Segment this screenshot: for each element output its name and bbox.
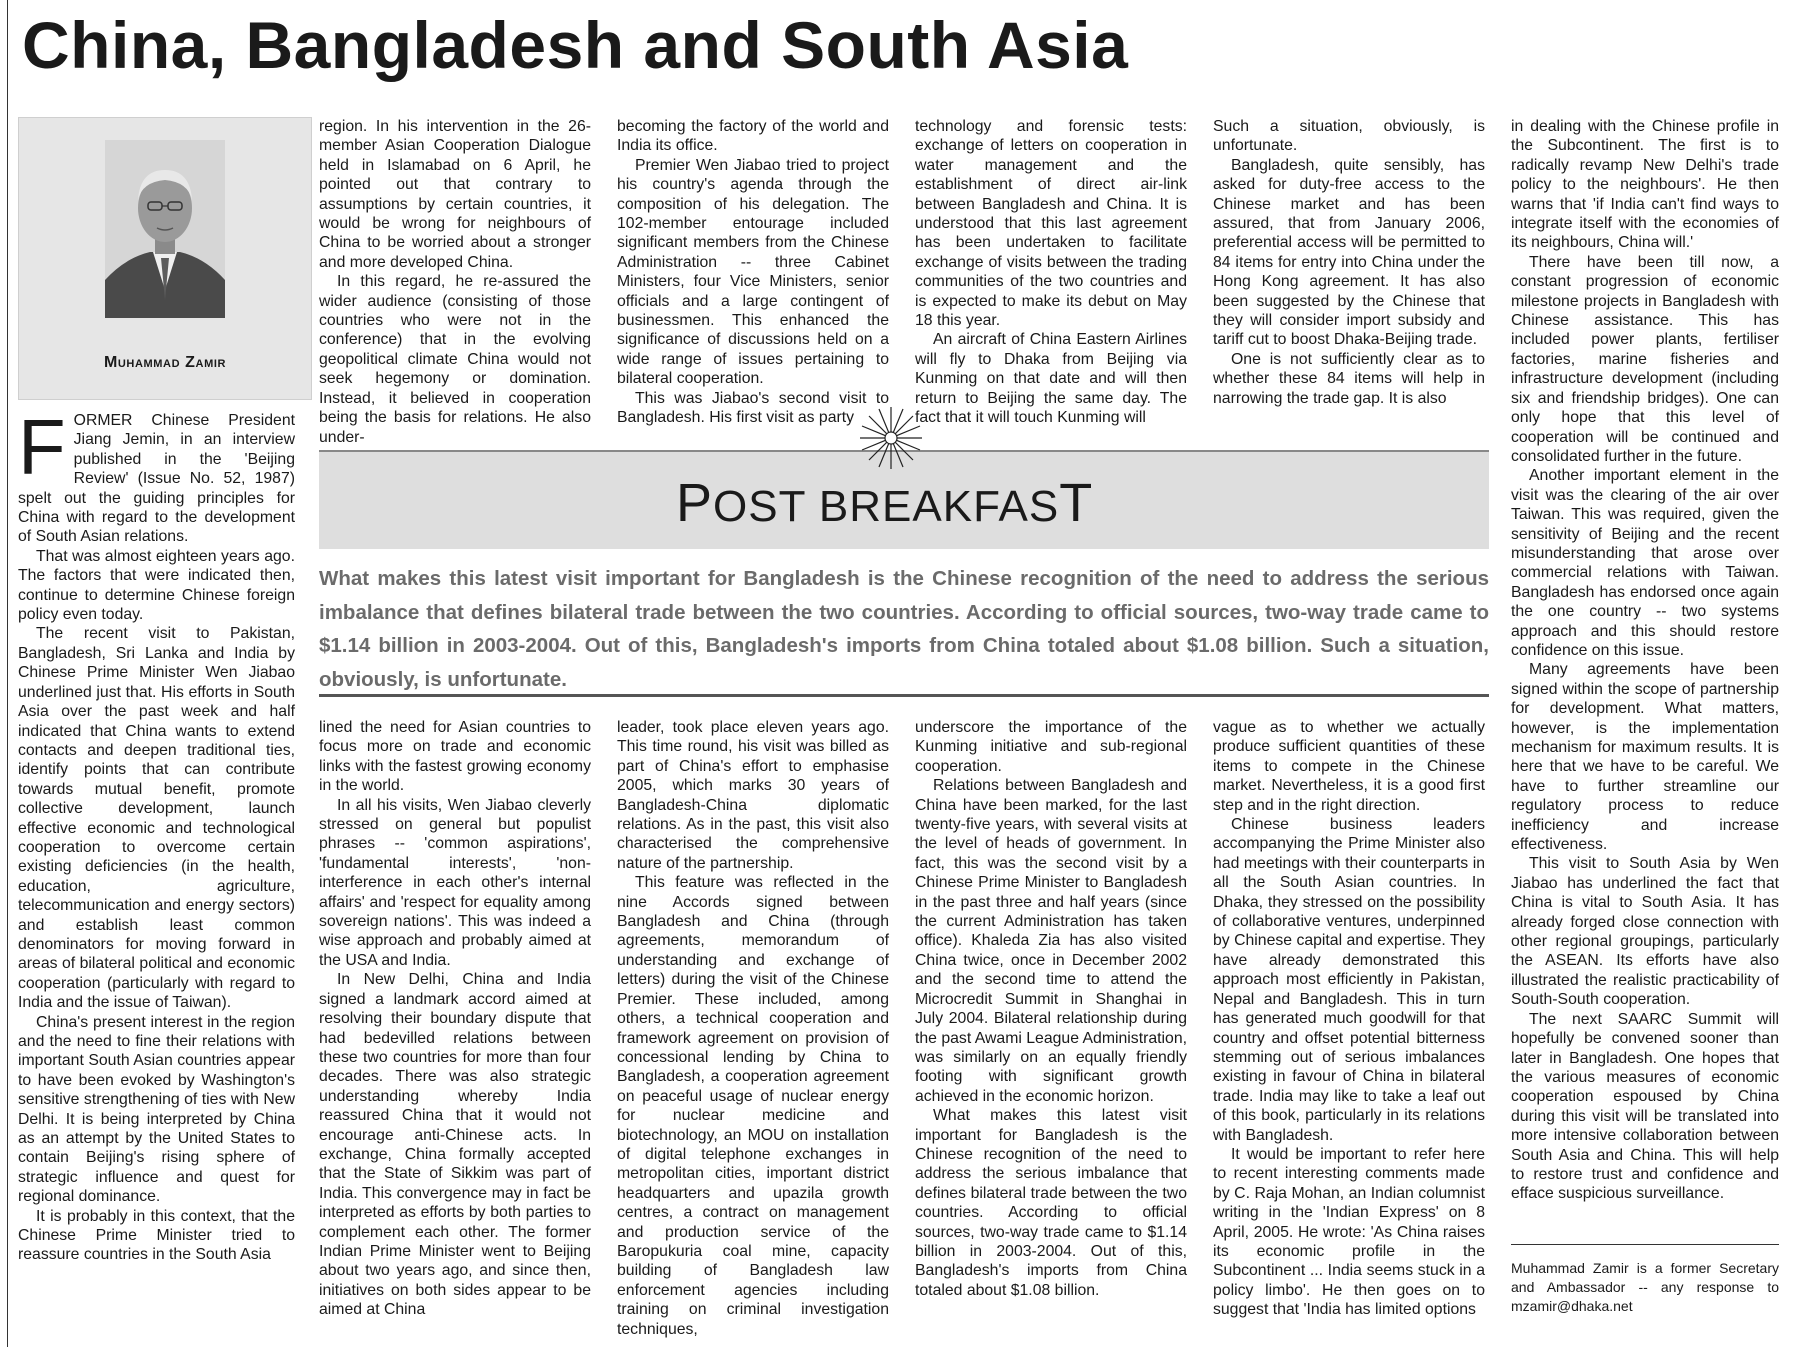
- author-photo-box: [18, 117, 312, 400]
- article-column-5-top: [1213, 117, 1485, 408]
- author-name: Muhammad Zamir: [103, 354, 227, 371]
- article-column-5-bottom: [1213, 718, 1485, 1320]
- article-paragraph: Chinese business leaders accompanying the Prime Minister also had meetings with their counterparts in all the South Asian countries. In Dhaka, they stressed on the possibility of collaborative ventures, underpinned by Chinese capital and expertise. They have already demonstrated this approach most efficiently in Pakistan, Nepal and Bangladesh. This in turn has generated much goodwill for that country and offset potential bitterness stemming out of serious imbalances existing in favour of China in bilateral trade. India may like to take a leaf out of this book, particularly in its relations with Bangladesh.: [1213, 816, 1485, 1144]
- article-column-6: [1511, 117, 1779, 1204]
- article-paragraph: It would be important to refer here to recent interesting comments made by C. Raja Mohan, an Indian columnist writing in the 'Indian Express' on 8 April, 2005. He wrote: 'As China raises its economic profile in the Subcontinent ... India seems stuck in a policy limbo'. He then goes on to suggest that 'India has limited options: [1213, 1145, 1485, 1319]
- article-column-4-top: [915, 117, 1187, 428]
- article-column-2-top: [319, 117, 591, 447]
- bio-rule: [1511, 1244, 1779, 1245]
- article-column-1: [18, 403, 295, 1265]
- article-paragraph: China's present interest in the region and the need to fine their relations with important South Asian countries appear to have been evoked by Washington's sensitive strengthening of ties with New Delhi. It is being interpreted by China as an attempt by the United States to contain Beijing's rising sphere of strategic influence and quest for regional dominance.: [18, 1013, 295, 1206]
- article-paragraph: vague as to whether we actually produce sufficient quantities of these items to compete in the Chinese market. Nevertheless, it is a good first step and in the right direction.: [1213, 719, 1485, 814]
- article-paragraph: In New Delhi, China and India signed a landmark accord aimed at resolving their boundary dispute that had bedevilled relations between these two countries for more than four decades. There was also strategic understanding whereby India reassured China that it would not encourage anti-Chinese acts. In exchange, China formally accepted that the State of Sikkim was part of India. This convergence may in fact be interpreted as efforts by both parties to complement each other. The former Indian Prime Minister went to Beijing about two years ago, and since then, initiatives on both sides appear to be aimed at China: [319, 971, 591, 1319]
- article-paragraph: It is probably in this context, that the Chinese Prime Minister tried to reassure countries in the South Asia: [18, 1207, 295, 1264]
- article-paragraph: The next SAARC Summit will hopefully be convened sooner than later in Bangladesh. One hopes that the various measures of economic cooperation espoused by China during this visit will be translated into more intensive collaboration between South Asia and China. This will help to restore trust and confidence and efface suspicious surveillance.: [1511, 1010, 1779, 1203]
- post-breakfast-title: POST BREAKFAST: [676, 473, 1094, 533]
- article-paragraph: This was Jiabao's second visit to Bangladesh. His first visit as party: [617, 389, 889, 427]
- article-paragraph: In all his visits, Wen Jiabao cleverly stressed on general but populist phrases -- 'common aspirations', 'fundamental interests', 'non-interference in each other's internal affairs' and 'respect for equality among sovereign nations'. This was indeed a wise approach and probably aimed at the USA and India.: [319, 796, 591, 969]
- article-column-2-bottom: [319, 718, 591, 1320]
- headline: China, Bangladesh and South Asia: [22, 8, 1129, 82]
- article-paragraph: technology and forensic tests: exchange of letters on cooperation in water management and the establishment of direct air-link between Bangladesh and China. It is understood that this last agreement has been undertaken to facilitate exchange of visits between the trading communities of the two countries and is expected to make its debut on May 18 this year.: [915, 118, 1187, 330]
- left-column-rule: [7, 0, 8, 1347]
- article-paragraph: An aircraft of China Eastern Airlines will fly to Dhaka from Beijing via Kunming on that date and will then return to Beijing the same day. The fact that it will touch Kunming will: [915, 331, 1187, 427]
- article-paragraph: The recent visit to Pakistan, Bangladesh, Sri Lanka and India by Chinese Prime Minister Wen Jiabao underlined just that. His efforts in South Asia over the past week and half indicated that China wants to extend contacts and deepen traditional ties, identify points that can contribute towards mutual benefit, promote collective development, launch effective economic and technological cooperation to overcome certain existing deficiencies (in the health, education, agriculture, telecommunication and energy sectors) and establish least common denominators for moving forward in areas of bilateral political and economic cooperation (particularly with regard to India and the issue of Taiwan).: [18, 625, 295, 1012]
- drop-cap: F: [18, 403, 66, 491]
- article-paragraph: What makes this latest visit important for Bangladesh is the Chinese recognition of the need to address the serious imbalance that defines bilateral trade between the two countries. According to official sources, two-way trade came to $1.14 billion in 2003-2004. Out of this, Bangladesh's imports from China totaled about $1.08 billion.: [915, 1107, 1187, 1299]
- article-paragraph: leader, took place eleven years ago. This time round, his visit was billed as part of China's effort to emphasise 2005, which marks 30 years of Bangladesh-China diplomatic relations. As in the past, this visit also characterised the comprehensive nature of the partnership.: [617, 719, 889, 872]
- article-paragraph: in dealing with the Chinese profile in the Subcontinent. The first is to radically revamp New Delhi's trade policy to the neighbours'. He then warns that 'if India can't find ways to integrate itself with the economies of its neighbours, China will.': [1511, 118, 1779, 252]
- article-paragraph: becoming the factory of the world and India its office.: [617, 118, 889, 155]
- article-paragraph: lined the need for Asian countries to focus more on trade and economic links with the fastest growing economy in the world.: [319, 719, 591, 795]
- article-paragraph: This visit to South Asia by Wen Jiabao has underlined the fact that China is vital to South Asia. It has already forged close connection with other regional groupings, particularly the ASEAN. Its efforts have also illustrated the realistic practicability of South-South cooperation.: [1511, 855, 1779, 1009]
- article-paragraph: FORMER Chinese President Jiang Jemin, in an interview published in the 'Beijing Review' (Issue No. 52, 1987) spelt out the guiding principles for China with regard to the development of South Asian relations.: [18, 403, 295, 546]
- portrait-image: [105, 140, 225, 318]
- starburst-icon: [858, 405, 924, 471]
- article-paragraph: Premier Wen Jiabao tried to project his country's agenda through the composition of his delegation. The 102-member entourage included significant members from the Chinese Administration -- three Cabinet Ministers, four Vice Ministers, senior officials and a large contingent of businessmen. This enhanced the significance of discussions held on a wide range of issues pertaining to bilateral cooperation.: [617, 156, 889, 388]
- article-paragraph: Bangladesh, quite sensibly, has asked for duty-free access to the Chinese market and has been assured, that from January 2006, preferential access will be permitted to 84 items for entry into China under the Hong Kong agreement. It has also been suggested by the Chinese that they will consider import subsidy and tariff cut to boost Dhaka-Beijing trade.: [1213, 156, 1485, 349]
- article-paragraph: There have been till now, a constant progression of economic milestone projects in Bangladesh with Chinese assistance. This has included power plants, fertiliser factories, marine fisheries and infrastructure development (including six and friendship bridges). One can only hope that this level of cooperation will be continued and consolidated further in the future.: [1511, 253, 1779, 465]
- article-paragraph: One is not sufficiently clear as to whether these 84 items will help in narrowing the trade gap. It is also: [1213, 350, 1485, 407]
- article-paragraph: In this regard, he re-assured the wider audience (consisting of those countries who were not in the conference) that in the evolving geopolitical climate China would not seek hegemony or domination. Instead, it believed in cooperation being the basis for relations. He also under-: [319, 273, 591, 446]
- article-paragraph: Such a situation, obviously, is unfortunate.: [1213, 118, 1485, 155]
- article-paragraph: This feature was reflected in the nine Accords signed between Bangladesh and China (through agreements, memorandum of understanding and exchange of letters) during the visit of the Chinese Premier. These included, among others, a technical cooperation and framework agreement on provision of concessional lending by China to Bangladesh, a cooperation agreement on peaceful usage of nuclear energy for nuclear medicine and biotechnology, an MOU on installation of digital telephone exchanges in metropolitan cities, important district headquarters and upazila growth centres, a contract on management and production service of the Baropukuria coal mine, capacity building of Bangladesh law enforcement agencies including training on criminal investigation techniques,: [617, 874, 889, 1338]
- author-bio: Muhammad Zamir is a former Secretary and Ambassador -- any response to mzamir@dhaka.net: [1511, 1260, 1779, 1314]
- article-paragraph: That was almost eighteen years ago. The factors that were indicated then, continue to determine Chinese foreign policy even today.: [18, 547, 295, 624]
- article-paragraph: underscore the importance of the Kunming initiative and sub-regional cooperation.: [915, 719, 1187, 775]
- article-column-3-top: [617, 117, 889, 428]
- author-portrait: [105, 140, 225, 318]
- article-paragraph: Relations between Bangladesh and China have been marked, for the last twenty-five years, with several visits at the level of heads of government. In fact, this was the second visit by a Chinese Prime Minister to Bangladesh in the past three and half years (since the current Administration has taken office). Khaleda Zia has also visited China twice, once in December 2002 and the second time to attend the Microcredit Summit in Shanghai in July 2004. Bilateral relationship during the past Awami League Administration, was similarly on an equally friendly footing with significant growth achieved in the economic horizon.: [915, 777, 1187, 1105]
- article-paragraph: Many agreements have been signed within the scope of partnership for development. What matters, however, is the implementation mechanism for maximum results. It is here that we have to be careful. We have to further streamline our regulatory process to reduce inefficiency and increase effectiveness.: [1511, 661, 1779, 854]
- pull-quote-rule: [319, 694, 1489, 697]
- article-column-4-bottom: [915, 718, 1187, 1300]
- article-column-3-bottom: [617, 718, 889, 1339]
- pull-quote: What makes this latest visit important for Bangladesh is the Chinese recognition of the need to address the serious imbalance that defines bilateral trade between the two countries. According to official sources, two-way trade came to $1.14 billion in 2003-2004. Out of this, Bangladesh's imports from China totaled about $1.08 billion. Such a situation, obviously, is unfortunate.: [319, 567, 1489, 691]
- article-paragraph: Another important element in the visit was the clearing of the air over Taiwan. This was required, given the sensitivity of Beijing and the recent misunderstanding that arose over commercial relations with Taiwan. Bangladesh has endorsed once again the one country -- two systems approach and this should restore confidence on this issue.: [1511, 467, 1779, 659]
- article-paragraph: region. In his intervention in the 26-member Asian Cooperation Dialogue held in Islamabad on 6 April, he pointed out that contrary to assumptions by certain countries, it would be wrong for neighbours of China to be worried about a stronger and more developed China.: [319, 118, 591, 271]
